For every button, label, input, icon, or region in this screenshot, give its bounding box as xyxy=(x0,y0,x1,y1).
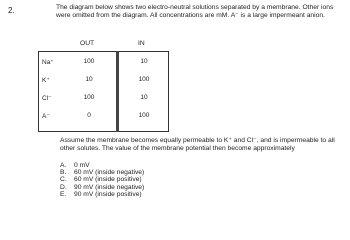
choice-text: 60 mV (inside positive) xyxy=(74,176,142,184)
choice-text: 60 mV (inside negative) xyxy=(74,169,145,177)
choice-text: 0 mV xyxy=(74,162,90,169)
out-concentration: 10 xyxy=(85,76,93,83)
out-concentration: 100 xyxy=(83,94,95,101)
choice-letter: C. xyxy=(60,176,67,184)
ion-label: K⁺ xyxy=(42,77,50,84)
choice-letter: B. xyxy=(60,169,67,177)
choice-letter: A. xyxy=(60,162,67,169)
choice-a[interactable] xyxy=(60,162,144,169)
ion-row-cl xyxy=(38,94,169,104)
question-stem: The diagram below shows two electro-neutral solutions separated by a membrane. Other ions were omitted from the diagram. All concentrations are mM. A⁻ is a large impermeant anion. xyxy=(56,4,334,20)
choice-e[interactable] xyxy=(60,191,144,198)
ion-label: Cl⁻ xyxy=(42,95,52,102)
in-header: IN xyxy=(138,40,145,47)
question-prompt: Assume the membrane becomes equally permeable to K⁺ and Cl⁻, and is impermeable to all other solutes. The value of the membrane potential then become approximately xyxy=(60,137,335,153)
choice-letter: D. xyxy=(60,183,67,191)
ion-label: Na⁺ xyxy=(42,59,54,66)
out-concentration: 0 xyxy=(87,112,91,119)
in-concentration: 100 xyxy=(138,112,150,119)
choice-letter: E. xyxy=(60,190,67,198)
ion-row-na xyxy=(38,58,169,68)
ion-label: A⁻ xyxy=(42,113,50,120)
question-number: 2. xyxy=(8,6,15,15)
in-concentration: 10 xyxy=(140,94,148,101)
out-concentration: 100 xyxy=(83,58,95,65)
choice-text: 90 mV (inside negative) xyxy=(74,183,145,191)
choice-d[interactable] xyxy=(60,184,144,191)
ion-row-k xyxy=(38,76,169,86)
ion-row-a xyxy=(38,112,169,122)
out-header: OUT xyxy=(80,40,95,47)
in-concentration: 10 xyxy=(140,58,148,65)
answer-choices xyxy=(60,162,144,198)
choice-b[interactable] xyxy=(60,169,144,176)
in-concentration: 100 xyxy=(138,76,150,83)
choice-c[interactable] xyxy=(60,176,144,183)
choice-text: 90 mV (inside positive) xyxy=(74,190,142,198)
membrane-diagram xyxy=(38,40,169,132)
